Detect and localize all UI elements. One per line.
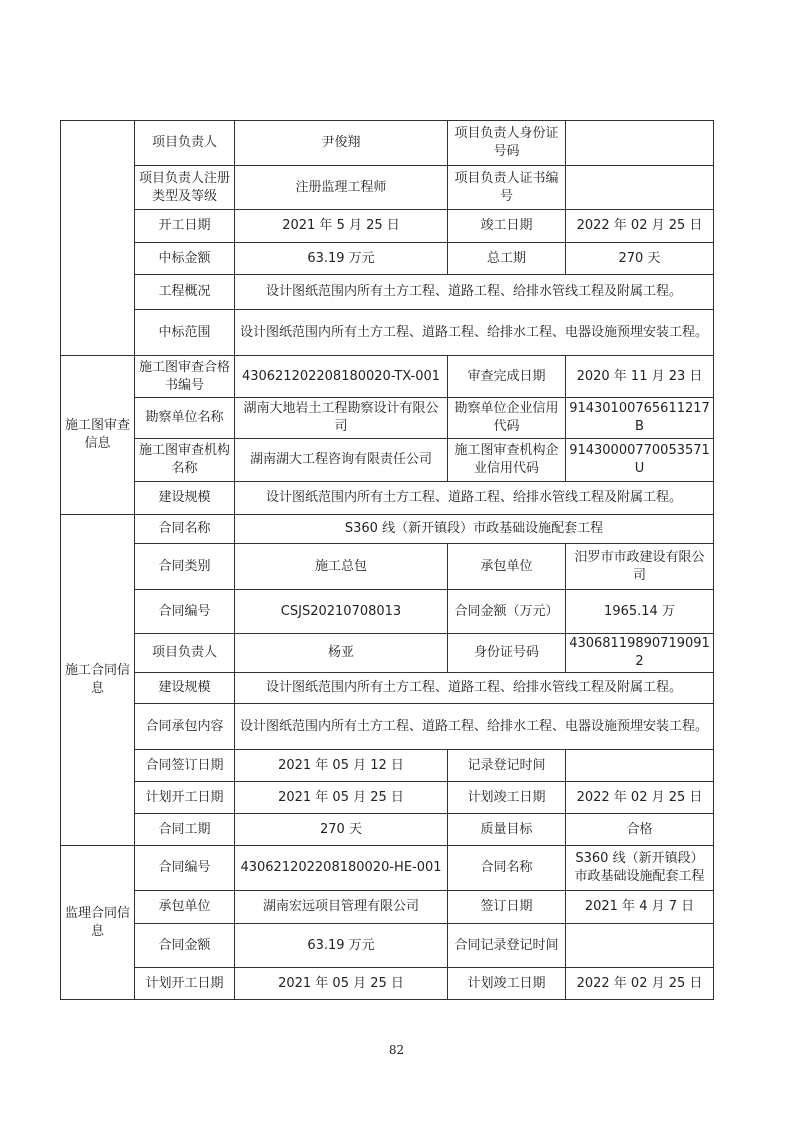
page-number: 82 [388, 1043, 405, 1057]
table-row [61, 673, 714, 704]
label-cell: 项目负责人 [135, 121, 235, 166]
value-cell [566, 924, 714, 968]
value-cell [566, 750, 714, 782]
value-cell: 杨亚 [235, 634, 448, 673]
label-cell: 施工图审查机构企业信用代码 [448, 439, 566, 482]
label-cell: 身份证号码 [448, 634, 566, 673]
label-cell: 竣工日期 [448, 210, 566, 243]
label-cell: 项目负责人证书编号 [448, 166, 566, 210]
table-row [61, 891, 714, 924]
value-cell: 湖南大地岩土工程勘察设计有限公司 [235, 398, 448, 439]
value-cell: 430681198907190912 [566, 634, 714, 673]
label-cell: 项目负责人身份证号码 [448, 121, 566, 166]
label-cell: 合同编号 [135, 846, 235, 891]
table-row [61, 121, 714, 166]
value-cell: 2022 年 02 月 25 日 [566, 782, 714, 814]
value-cell: 430621202208180020-TX-001 [235, 356, 448, 398]
label-cell: 质量目标 [448, 814, 566, 846]
label-cell: 合同承包内容 [135, 704, 235, 750]
value-cell: 270 天 [235, 814, 448, 846]
label-cell: 中标范围 [135, 310, 235, 356]
label-cell: 签订日期 [448, 891, 566, 924]
value-cell: 合格 [566, 814, 714, 846]
table-row [61, 782, 714, 814]
value-cell: 2021 年 05 月 25 日 [235, 782, 448, 814]
value-cell: 2022 年 02 月 25 日 [566, 968, 714, 1000]
wide-value-cell: S360 线（新开镇段）市政基础设施配套工程 [235, 515, 714, 544]
section-title-construction-contract: 施工合同信息 [61, 515, 135, 846]
label-cell: 承包单位 [448, 544, 566, 590]
label-cell: 项目负责人 [135, 634, 235, 673]
value-cell: 2021 年 4 月 7 日 [566, 891, 714, 924]
label-cell: 计划开工日期 [135, 782, 235, 814]
label-cell: 项目负责人注册类型及等级 [135, 166, 235, 210]
label-cell: 合同名称 [448, 846, 566, 891]
label-cell: 合同金额（万元） [448, 590, 566, 634]
value-cell: 430621202208180020-HE-001 [235, 846, 448, 891]
label-cell: 总工期 [448, 243, 566, 275]
label-cell: 勘察单位名称 [135, 398, 235, 439]
value-cell: 2020 年 11 月 23 日 [566, 356, 714, 398]
label-cell: 建设规模 [135, 673, 235, 704]
label-cell: 记录登记时间 [448, 750, 566, 782]
table-row [61, 968, 714, 1000]
table-row [61, 704, 714, 750]
value-cell: 2021 年 5 月 25 日 [235, 210, 448, 243]
project-info-table [60, 120, 714, 1000]
label-cell: 计划开工日期 [135, 968, 235, 1000]
table-row [61, 482, 714, 515]
label-cell: 合同记录登记时间 [448, 924, 566, 968]
value-cell: 63.19 万元 [235, 924, 448, 968]
table-row [61, 275, 714, 310]
value-cell: 尹俊翔 [235, 121, 448, 166]
label-cell: 承包单位 [135, 891, 235, 924]
value-cell: 1965.14 万 [566, 590, 714, 634]
table-row [61, 846, 714, 891]
value-cell [566, 121, 714, 166]
table-row [61, 814, 714, 846]
value-cell: 注册监理工程师 [235, 166, 448, 210]
table-row [61, 515, 714, 544]
label-cell: 工程概况 [135, 275, 235, 310]
value-cell [566, 166, 714, 210]
section-title-supervision-contract: 监理合同信息 [61, 846, 135, 1000]
table-row [61, 356, 714, 398]
wide-value-cell: 设计图纸范围内所有土方工程、道路工程、给排水工程、电器设施预埋安装工程。 [235, 310, 714, 356]
wide-value-cell: 设计图纸范围内所有土方工程、道路工程、给排水管线工程及附属工程。 [235, 673, 714, 704]
value-cell: 汨罗市市政建设有限公司 [566, 544, 714, 590]
table-row [61, 634, 714, 673]
value-cell: 2022 年 02 月 25 日 [566, 210, 714, 243]
label-cell: 合同名称 [135, 515, 235, 544]
table-row [61, 166, 714, 210]
table-row [61, 398, 714, 439]
value-cell: 270 天 [566, 243, 714, 275]
label-cell: 合同签订日期 [135, 750, 235, 782]
table-row [61, 590, 714, 634]
value-cell: CSJS20210708013 [235, 590, 448, 634]
wide-value-cell: 设计图纸范围内所有土方工程、道路工程、给排水管线工程及附属工程。 [235, 275, 714, 310]
section-title-drawing-review: 施工图审查信息 [61, 356, 135, 515]
table-row [61, 924, 714, 968]
table-row [61, 439, 714, 482]
label-cell: 计划竣工日期 [448, 968, 566, 1000]
label-cell: 审查完成日期 [448, 356, 566, 398]
value-cell: 2021 年 05 月 25 日 [235, 968, 448, 1000]
table-row [61, 210, 714, 243]
table-row [61, 243, 714, 275]
value-cell: S360 线（新开镇段）市政基础设施配套工程 [566, 846, 714, 891]
value-cell: 63.19 万元 [235, 243, 448, 275]
value-cell: 91430100765611217B [566, 398, 714, 439]
value-cell: 2021 年 05 月 12 日 [235, 750, 448, 782]
table-row [61, 310, 714, 356]
table-row [61, 750, 714, 782]
label-cell: 合同金额 [135, 924, 235, 968]
section-cell-empty [61, 121, 135, 356]
label-cell: 合同工期 [135, 814, 235, 846]
label-cell: 合同类别 [135, 544, 235, 590]
label-cell: 施工图审查合格书编号 [135, 356, 235, 398]
label-cell: 施工图审查机构名称 [135, 439, 235, 482]
wide-value-cell: 设计图纸范围内所有土方工程、道路工程、给排水管线工程及附属工程。 [235, 482, 714, 515]
value-cell: 湖南湖大工程咨询有限责任公司 [235, 439, 448, 482]
label-cell: 中标金额 [135, 243, 235, 275]
value-cell: 湖南宏远项目管理有限公司 [235, 891, 448, 924]
label-cell: 勘察单位企业信用代码 [448, 398, 566, 439]
label-cell: 建设规模 [135, 482, 235, 515]
table-row [61, 544, 714, 590]
wide-value-cell: 设计图纸范围内所有土方工程、道路工程、给排水工程、电器设施预埋安装工程。 [235, 704, 714, 750]
value-cell: 91430000770053571U [566, 439, 714, 482]
label-cell: 开工日期 [135, 210, 235, 243]
label-cell: 合同编号 [135, 590, 235, 634]
value-cell: 施工总包 [235, 544, 448, 590]
label-cell: 计划竣工日期 [448, 782, 566, 814]
